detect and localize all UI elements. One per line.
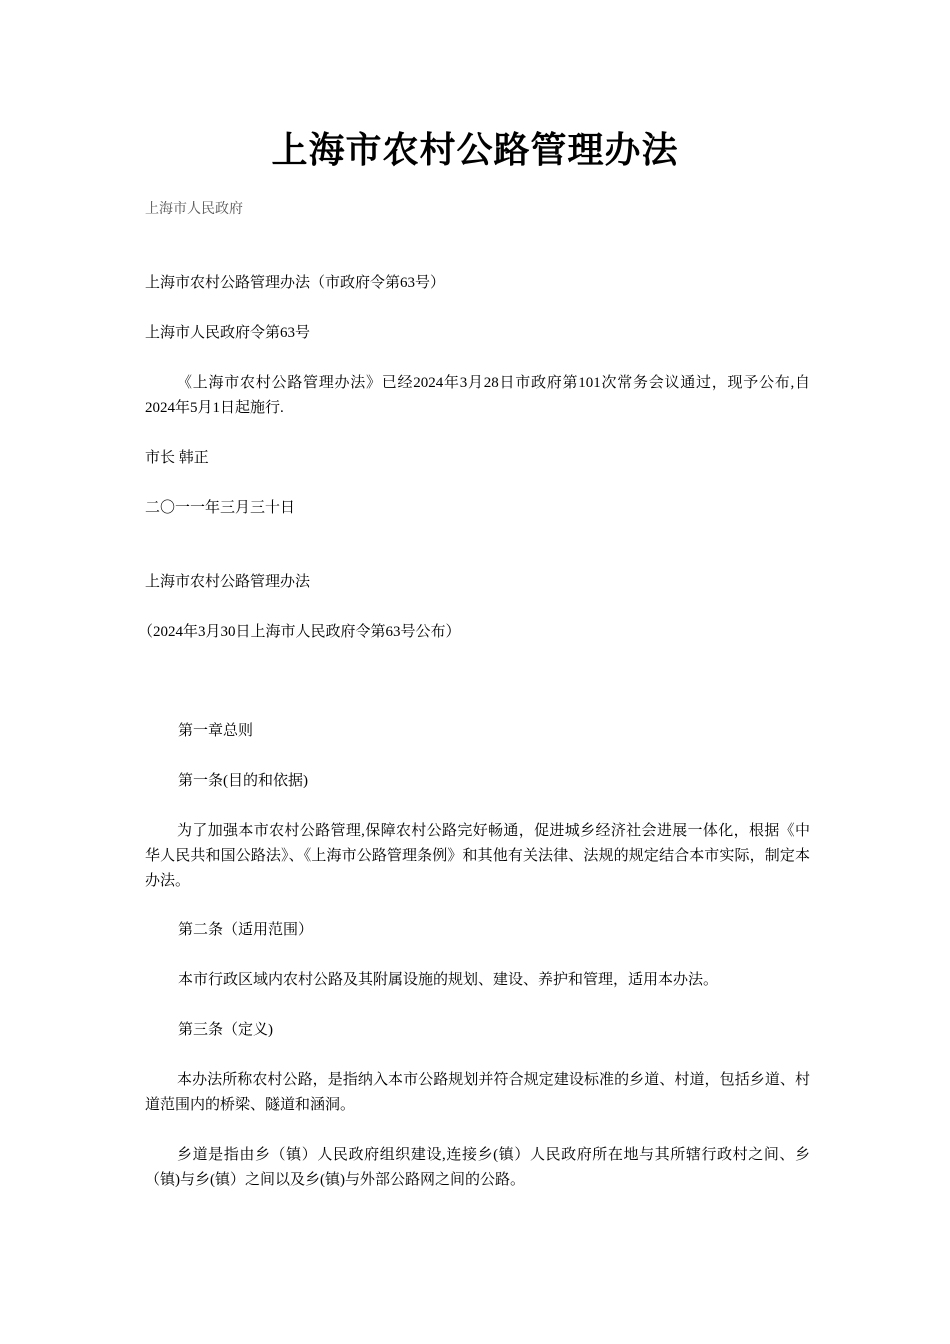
article-2-heading: 第二条（适用范围） xyxy=(178,922,314,938)
article-2-text: 本市行政区域内农村公路及其附属设施的规划、建设、养护和管理，适用本办法。 xyxy=(178,972,719,988)
article-3-heading: 第三条（定义) xyxy=(178,1022,273,1038)
article-3-text-2: 乡道是指由乡（镇）人民政府组织建设,连接乡(镇）人民政府所在地与其所辖行政村之间、乡（镇)与乡(镇）之间以及乡(镇)与外部公路网之间的公路。 xyxy=(145,1147,810,1188)
order-number: 上海市人民政府令第63号 xyxy=(145,325,311,341)
document-title: 上海市农村公路管理办法 xyxy=(271,130,679,170)
announcement-paragraph: 《上海市农村公路管理办法》已经2024年3月28日市政府第101次常务会议通过，现予公布,自2024年5月1日起施行. xyxy=(145,375,810,416)
order-title: 上海市农村公路管理办法（市政府令第63号） xyxy=(145,275,446,291)
sign-date: 二〇一一年三月三十日 xyxy=(145,500,296,516)
article-3-text-1: 本办法所称农村公路，是指纳入本市公路规划并符合规定建设标准的乡道、村道，包括乡道、村道范围内的桥梁、隧道和涵洞。 xyxy=(145,1072,810,1113)
article-1-heading: 第一条(目的和依据) xyxy=(178,773,308,789)
article-1-text: 为了加强本市农村公路管理,保障农村公路完好畅通，促进城乡经济社会进展一体化，根据《中华人民共和国公路法》、《上海市公路管理条例》和其他有关法律、法规的规定结合本市实际，制定本办法。 xyxy=(145,823,810,889)
body-title: 上海市农村公路管理办法 xyxy=(145,574,311,590)
document-author: 上海市人民政府 xyxy=(145,202,243,217)
chapter-heading: 第一章总则 xyxy=(178,723,254,739)
publish-note: （2024年3月30日上海市人民政府令第63号公布） xyxy=(138,624,461,640)
signer: 市长 韩正 xyxy=(145,450,209,466)
